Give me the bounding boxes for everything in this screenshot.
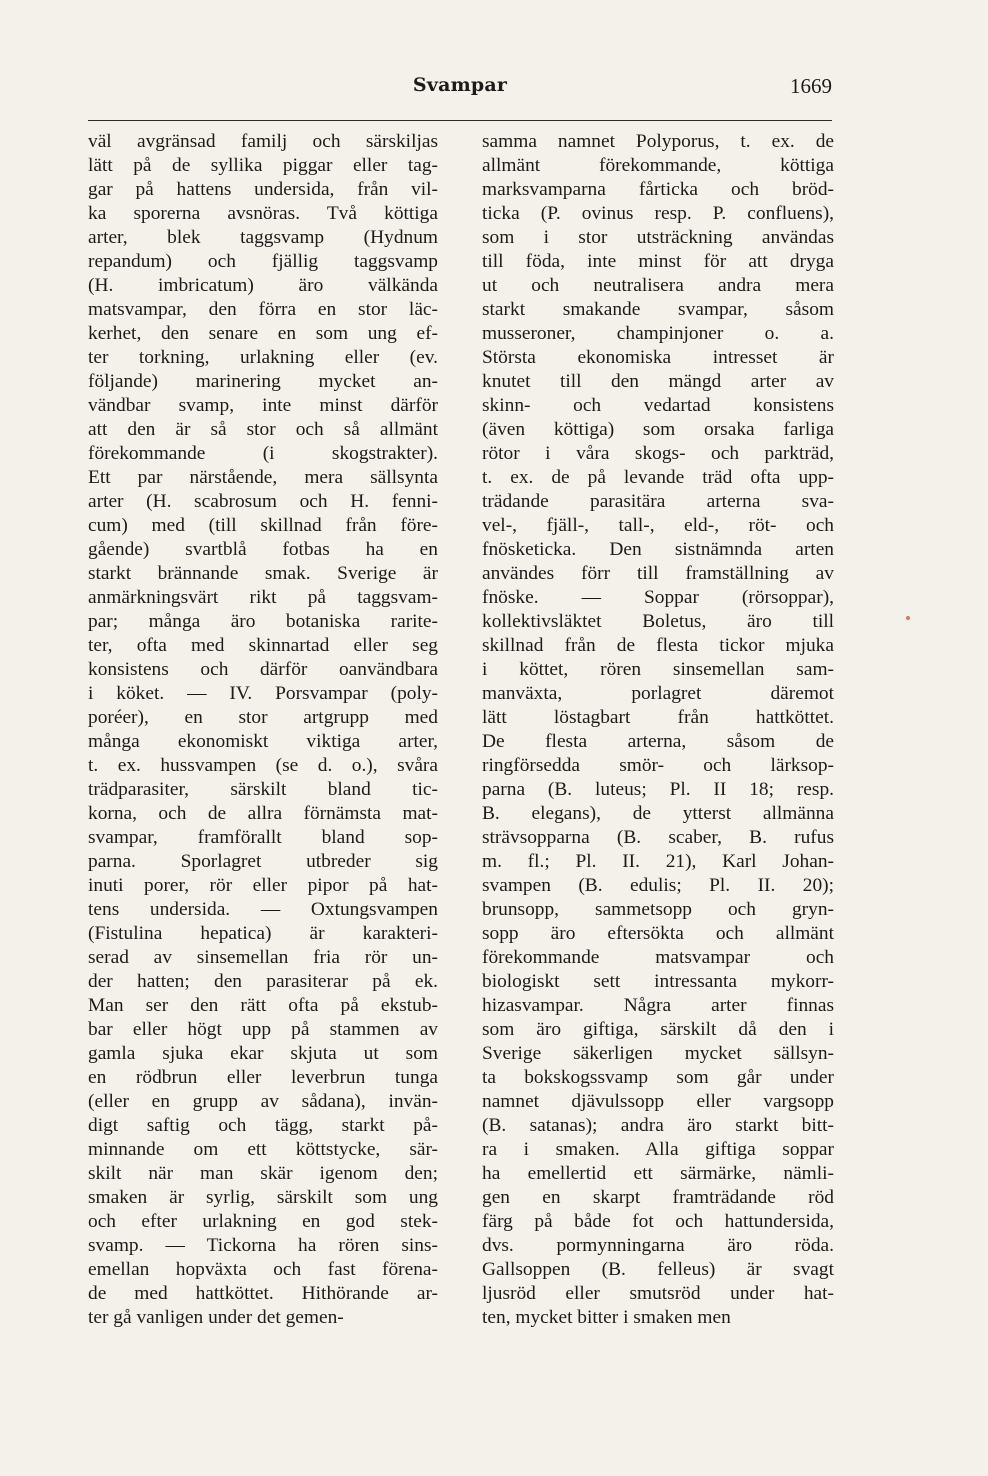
text-line: repandum) och fjällig taggsvamp — [88, 251, 438, 272]
text-line: Ett par närstående, mera sällsynta — [88, 467, 438, 488]
left-column — [88, 130, 438, 1340]
text-line: förekommande matsvampar och — [482, 947, 834, 968]
text-line: gar på hattens undersida, från vil- — [88, 179, 438, 200]
text-line: korna, och de allra förnämsta mat- — [88, 803, 438, 824]
text-line: starkt brännande smak. Sverige är — [88, 563, 438, 584]
text-line: minnande om ett köttstycke, sär- — [88, 1139, 438, 1160]
text-line: parna. Sporlagret utbreder sig — [88, 851, 438, 872]
text-line: samma namnet Polyporus, t. ex. de — [482, 131, 834, 152]
text-line: cum) med (till skillnad från före- — [88, 515, 438, 536]
text-line: färg på både fot och hattundersida, — [482, 1211, 834, 1232]
text-line: ticka (P. ovinus resp. P. confluens), — [482, 203, 834, 224]
text-line: vändbar svamp, inte minst därför — [88, 395, 438, 416]
header-rule — [88, 120, 832, 121]
text-line: följande) marinering mycket an- — [88, 371, 438, 392]
text-line: användes förr till framställning av — [482, 563, 834, 584]
text-line: (eller en grupp av sådana), invän- — [88, 1091, 438, 1112]
text-line: svamp. — Tickorna ha rören sins- — [88, 1235, 438, 1256]
text-line: brunsopp, sammetsopp och gryn- — [482, 899, 834, 920]
text-line: och efter urlakning en god stek- — [88, 1211, 438, 1232]
text-line: (Fistulina hepatica) är karakteri- — [88, 923, 438, 944]
text-line: fnöske. — Soppar (rörsoppar), — [482, 587, 834, 608]
text-line: inuti porer, rör eller pipor på hat- — [88, 875, 438, 896]
text-line: Gallsoppen (B. felleus) är svagt — [482, 1259, 834, 1280]
text-line: t. ex. de på levande träd ofta upp- — [482, 467, 834, 488]
text-line: i köttet, rören sinsemellan sam- — [482, 659, 834, 680]
text-line: bar eller högt upp på stammen av — [88, 1019, 438, 1040]
text-line: svampar, framförallt bland sop- — [88, 827, 438, 848]
text-line: svampen (B. edulis; Pl. II. 20); — [482, 875, 834, 896]
text-line: skilt när man skär igenom den; — [88, 1163, 438, 1184]
text-line: (H. imbricatum) äro välkända — [88, 275, 438, 296]
text-line: ta bokskogssvamp som går under — [482, 1067, 834, 1088]
text-line: ringförsedda smör- och lärksop- — [482, 755, 834, 776]
text-line: tens undersida. — Oxtungsvampen — [88, 899, 438, 920]
text-line: De flesta arterna, såsom de — [482, 731, 834, 752]
text-line: Största ekonomiska intresset är — [482, 347, 834, 368]
text-line: ten, mycket bitter i smaken men — [482, 1307, 731, 1328]
text-line: trädparasiter, särskilt bland tic- — [88, 779, 438, 800]
right-column — [482, 130, 834, 1340]
text-line: rötor i våra skogs- och parkträd, — [482, 443, 834, 464]
text-line: serad av sinsemellan fria rör un- — [88, 947, 438, 968]
text-line: ha emellertid ett särmärke, nämli- — [482, 1163, 834, 1184]
text-line: som i stor utsträckning användas — [482, 227, 834, 248]
text-line: m. fl.; Pl. II. 21), Karl Johan- — [482, 851, 834, 872]
text-line: ter torkning, urlakning eller (ev. — [88, 347, 438, 368]
text-line: kollektivsläktet Boletus, äro till — [482, 611, 834, 632]
text-line: fnösketicka. Den sistnämnda arten — [482, 539, 834, 560]
text-line: till föda, inte minst för att dryga — [482, 251, 834, 272]
text-line: att den är så stor och så allmänt — [88, 419, 438, 440]
text-line: strävsopparna (B. scaber, B. rufus — [482, 827, 834, 848]
text-line: som äro giftiga, särskilt då den i — [482, 1019, 834, 1040]
text-line: knutet till den mängd arter av — [482, 371, 834, 392]
text-line: i köket. — IV. Porsvampar (poly- — [88, 683, 438, 704]
text-line: Man ser den rätt ofta på ekstub- — [88, 995, 438, 1016]
text-line: digt saftig och tägg, starkt på- — [88, 1115, 438, 1136]
text-line: manväxta, porlagret däremot — [482, 683, 834, 704]
text-line: ter, ofta med skinnartad eller seg — [88, 635, 438, 656]
running-title: Svampar — [412, 74, 508, 96]
text-line: sopp äro eftersökta och allmänt — [482, 923, 834, 944]
text-line: hizasvampar. Några arter finnas — [482, 995, 834, 1016]
text-line: smaken är syrlig, särskilt som ung — [88, 1187, 438, 1208]
text-line: en rödbrun eller leverbrun tunga — [88, 1067, 438, 1088]
text-line: väl avgränsad familj och särskiljas — [88, 131, 438, 152]
text-line: anmärkningsvärt rikt på taggsvam- — [88, 587, 438, 608]
text-line: arter (H. scabrosum och H. fenni- — [88, 491, 438, 512]
text-line: (B. satanas); andra äro starkt bitt- — [482, 1115, 834, 1136]
running-head — [80, 70, 840, 104]
text-line: arter, blek taggsvamp (Hydnum — [88, 227, 438, 248]
text-line: biologiskt sett intressanta mykorr- — [482, 971, 834, 992]
text-line: der hatten; den parasiterar på ek. — [88, 971, 438, 992]
text-line: många ekonomiskt viktiga arter, — [88, 731, 438, 752]
text-line: skinn- och vedartad konsistens — [482, 395, 834, 416]
text-line: kerhet, den senare en som ung ef- — [88, 323, 438, 344]
text-line: parna (B. luteus; Pl. II 18; resp. — [482, 779, 834, 800]
text-line: gående) svartblå fotbas ha en — [88, 539, 438, 560]
text-line: musseroner, champinjoner o. a. — [482, 323, 834, 344]
text-line: t. ex. hussvampen (se d. o.), svåra — [88, 755, 438, 776]
text-line: ra i smaken. Alla giftiga soppar — [482, 1139, 834, 1160]
text-line: konsistens och därför oanvändbara — [88, 659, 438, 680]
text-line: (även köttiga) som orsaka farliga — [482, 419, 834, 440]
text-line: gen en skarpt framträdande röd — [482, 1187, 834, 1208]
text-line: matsvampar, den förra en stor läc- — [88, 299, 438, 320]
text-line: förekommande (i skogstrakter). — [88, 443, 438, 464]
text-line: lätt löstagbart från hattköttet. — [482, 707, 834, 728]
text-line: starkt smakande svampar, såsom — [482, 299, 834, 320]
text-line: emellan hopväxta och fast förena- — [88, 1259, 438, 1280]
text-line: dvs. pormynningarna äro röda. — [482, 1235, 834, 1256]
text-line: ut och neutralisera andra mera — [482, 275, 834, 296]
text-line: ljusröd eller smutsröd under hat- — [482, 1283, 834, 1304]
text-line: Sverige säkerligen mycket sällsyn- — [482, 1043, 834, 1064]
text-line: ter gå vanligen under det gemen- — [88, 1307, 344, 1328]
text-line: vel-, fjäll-, tall-, eld-, röt- och — [482, 515, 834, 536]
text-line: B. elegans), de ytterst allmänna — [482, 803, 834, 824]
text-line: par; många äro botaniska rarite- — [88, 611, 438, 632]
text-line: gamla sjuka ekar skjuta ut som — [88, 1043, 438, 1064]
text-line: ka sporerna avsnöras. Två köttiga — [88, 203, 438, 224]
text-line: allmänt förekommande, köttiga — [482, 155, 834, 176]
text-line: skillnad från de flesta tickor mjuka — [482, 635, 834, 656]
text-line: de med hattköttet. Hithörande ar- — [88, 1283, 438, 1304]
text-line: poréer), en stor artgrupp med — [88, 707, 438, 728]
text-line: trädande parasitära arterna sva- — [482, 491, 834, 512]
margin-mark — [906, 616, 910, 620]
page-number: 1669 — [790, 74, 832, 98]
text-line: lätt på de syllika piggar eller tag- — [88, 155, 438, 176]
text-line: marksvamparna fårticka och bröd- — [482, 179, 834, 200]
text-line: namnet djävulssopp eller vargsopp — [482, 1091, 834, 1112]
